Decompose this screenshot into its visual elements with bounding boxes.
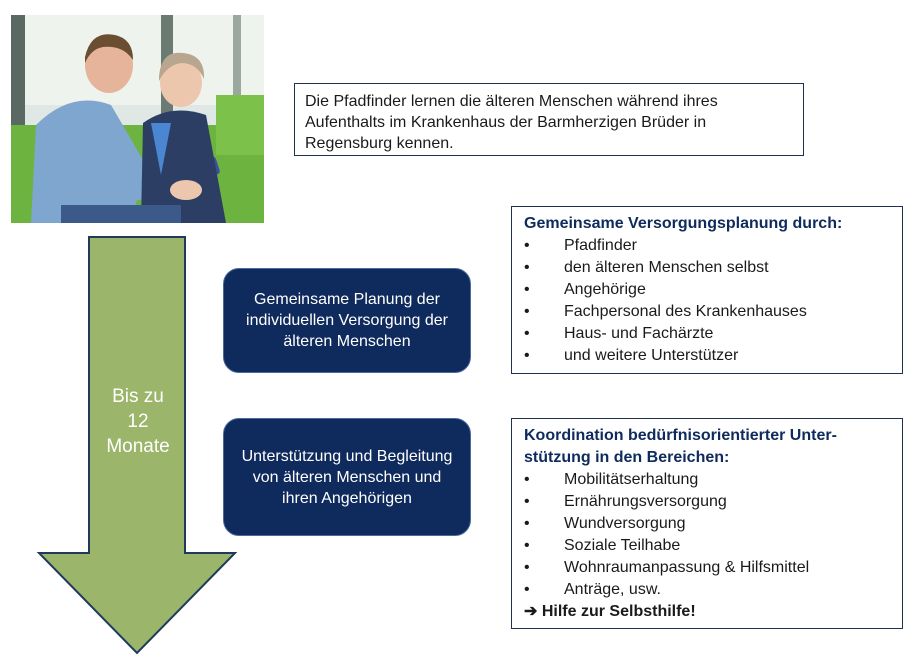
intro-text: Die Pfadfinder lernen die älteren Menschen während ihres Aufenthalts im Krankenhaus der Barmherzigen Brüder in Regensburg kennen.: [305, 93, 718, 152]
step-planning: [223, 268, 471, 373]
bullet: •: [524, 303, 530, 320]
step-support: [223, 418, 471, 536]
self-help-text: Hilfe zur Selbsthilfe!: [541, 603, 696, 620]
coordination-list: [524, 469, 892, 601]
bullet: •: [524, 515, 530, 532]
step-support-text: Unterstützung und Begleitung von älteren Menschen und ihren Angehörigen: [241, 447, 453, 507]
list-item-text: Mobilitätserhaltung: [564, 471, 699, 488]
list-item: [524, 469, 892, 491]
bullet: •: [524, 237, 530, 254]
list-item-text: Haus- und Fachärzte: [564, 325, 714, 342]
list-item-text: Pfadfinder: [564, 237, 637, 254]
list-item: [524, 345, 892, 367]
list-item: [524, 235, 892, 257]
coordination-heading-line1: Koordination bedürfnisorientierter Unter-: [524, 427, 837, 444]
duration-label-line1: Bis zu: [112, 386, 164, 407]
list-item: [524, 491, 892, 513]
bullet: •: [524, 559, 530, 576]
photo: [11, 15, 264, 223]
list-item: [524, 535, 892, 557]
list-item-text: Wundversorgung: [564, 515, 686, 532]
planning-list: [524, 235, 892, 367]
duration-label-line3: Monate: [106, 436, 170, 457]
list-item-text: Fachpersonal des Krankenhauses: [564, 303, 807, 320]
list-item: [524, 513, 892, 535]
bullet: •: [524, 537, 530, 554]
bullet: •: [524, 325, 530, 342]
list-item: [524, 323, 892, 345]
duration-label-line2: 12: [127, 411, 149, 432]
list-item: [524, 579, 892, 601]
list-item-text: Ernährungsversorgung: [564, 493, 727, 510]
step-planning-text: Gemeinsame Planung der individuellen Versorgung der älteren Menschen: [246, 291, 448, 350]
list-item-text: Wohnraumanpassung & Hilfsmittel: [564, 559, 810, 576]
list-item-text: den älteren Menschen selbst: [564, 259, 769, 276]
list-item-text: und weitere Unterstützer: [564, 347, 739, 364]
planning-box: [511, 206, 903, 374]
coordination-box: [511, 418, 903, 629]
self-help-line: [524, 601, 892, 623]
intro-text-box: [294, 83, 804, 156]
photo-scout-and-senior-icon: [11, 15, 264, 223]
bullet: •: [524, 493, 530, 510]
bullet: •: [524, 281, 530, 298]
list-item-text: Soziale Teilhabe: [564, 537, 681, 554]
list-item: [524, 279, 892, 301]
coordination-heading: [524, 425, 892, 469]
list-item: [524, 257, 892, 279]
planning-heading: Gemeinsame Versorgungsplanung durch:: [524, 215, 843, 232]
coordination-heading-line2: stützung in den Bereichen:: [524, 449, 730, 466]
bullet: •: [524, 259, 530, 276]
arrow-right-icon: ➔: [524, 603, 538, 620]
bullet: •: [524, 347, 530, 364]
list-item: [524, 557, 892, 579]
list-item-text: Anträge, usw.: [564, 581, 661, 598]
bullet: •: [524, 471, 530, 488]
list-item: [524, 301, 892, 323]
bullet: •: [524, 581, 530, 598]
duration-label: [90, 384, 186, 459]
list-item-text: Angehörige: [564, 281, 646, 298]
